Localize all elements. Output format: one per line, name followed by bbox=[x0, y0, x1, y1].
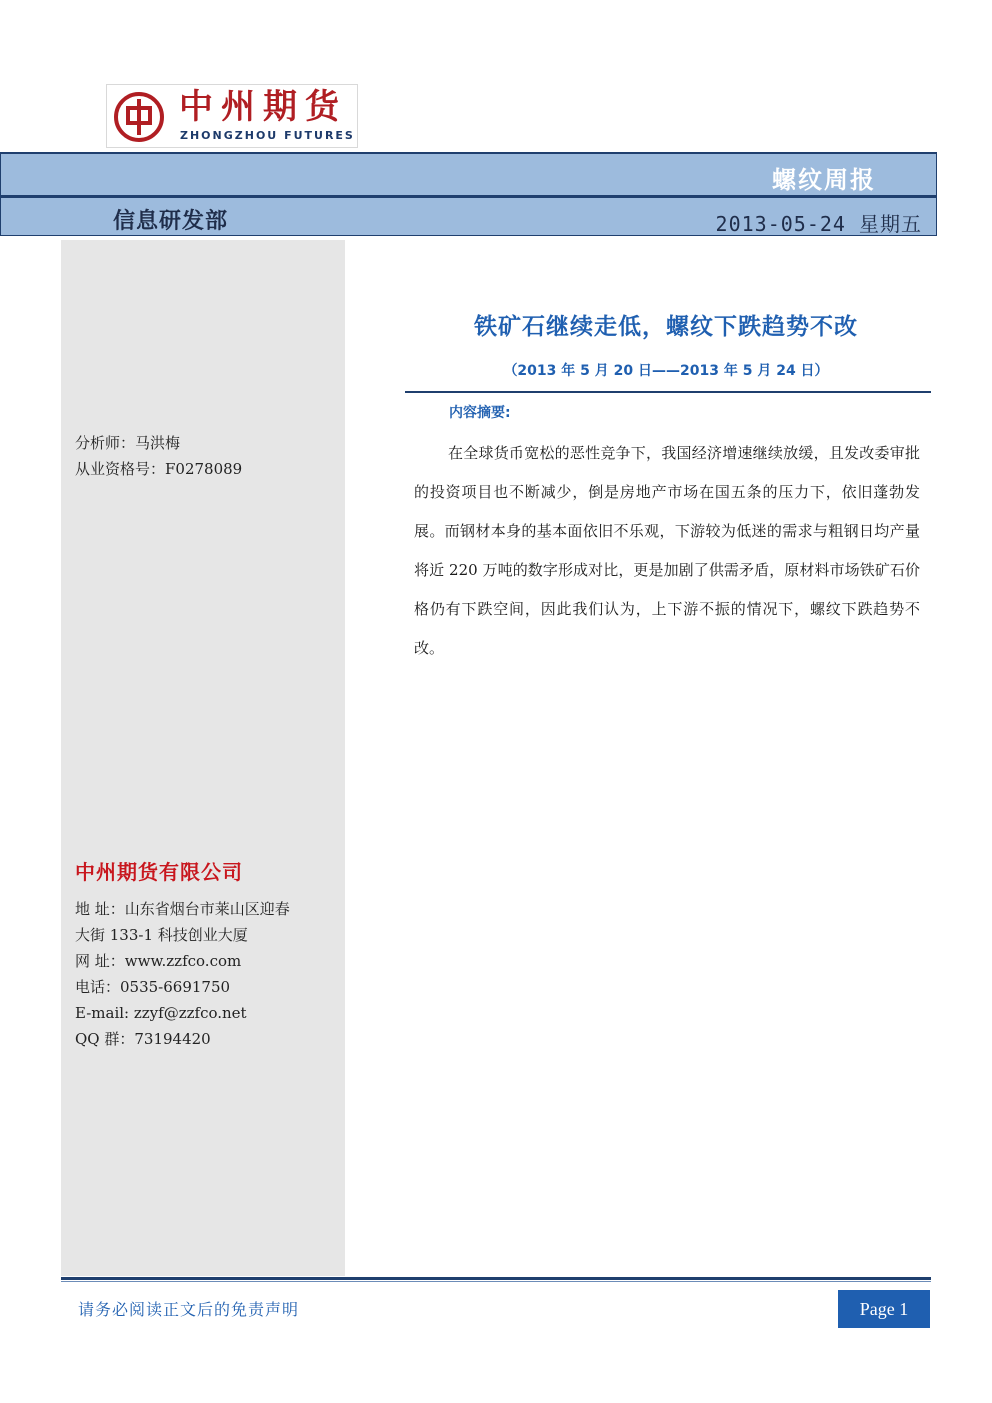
contact-address-line2: 大街 133-1 科技创业大厦 bbox=[75, 926, 248, 944]
company-name: 中州期货有限公司 bbox=[75, 860, 243, 884]
contact-qq-group: QQ 群：73194420 bbox=[75, 1030, 211, 1048]
disclaimer-link[interactable]: 请务必阅读正文后的免责声明 bbox=[78, 1300, 300, 1319]
logo-emblem-icon bbox=[113, 91, 165, 143]
header-right-edge bbox=[936, 154, 937, 236]
report-date-range: （2013 年 5 月 20 日——2013 年 5 月 24 日） bbox=[503, 363, 829, 379]
abstract-text: 在全球货币宽松的恶性竞争下，我国经济增速继续放缓，且发改委审批的投资项目也不断减少，倒是房地产市场在国五条的压力下，依旧蓬勃发展。而钢材本身的基本面依旧不乐观，下游较为低迷的需求与粗钢日均产量将近 220 万吨的数字形成对比，更是加剧了供需矛盾，原材料市场铁矿石价格仍有下跌空间，因此我们认为，上下游不振的情况下，螺纹下跌趋势不改。 bbox=[414, 444, 920, 657]
header-left-edge bbox=[0, 154, 1, 236]
report-type-label: 螺纹周报 bbox=[772, 166, 876, 194]
analyst-name: 分析师：马洪梅 bbox=[75, 434, 181, 452]
contact-address-line1: 地 址：山东省烟台市莱山区迎春 bbox=[75, 900, 290, 918]
company-logo bbox=[106, 84, 358, 148]
contact-email: E-mail: zzyf@zzfco.net bbox=[75, 1004, 247, 1022]
sidebar-panel bbox=[61, 240, 345, 1276]
report-date: 2013-05-24 星期五 bbox=[715, 212, 922, 236]
title-divider bbox=[405, 391, 931, 393]
page-number-badge: Page 1 bbox=[838, 1290, 930, 1328]
contact-phone: 电话：0535-6691750 bbox=[75, 978, 231, 996]
report-title: 铁矿石继续走低，螺纹下跌趋势不改 bbox=[474, 314, 858, 340]
footer-rule-thin bbox=[61, 1281, 931, 1282]
footer-rule bbox=[61, 1277, 931, 1280]
logo-name-cn: 中州期货 bbox=[179, 87, 347, 127]
analyst-info bbox=[75, 430, 242, 482]
department-label: 信息研发部 bbox=[113, 209, 229, 234]
abstract-heading: 内容摘要: bbox=[449, 405, 511, 421]
analyst-license: 从业资格号：F0278089 bbox=[75, 460, 243, 478]
contact-website: 网 址：www.zzfco.com bbox=[75, 952, 242, 970]
logo-name-en: ZHONGZHOU FUTURES bbox=[180, 129, 355, 142]
contact-info bbox=[75, 896, 339, 1052]
